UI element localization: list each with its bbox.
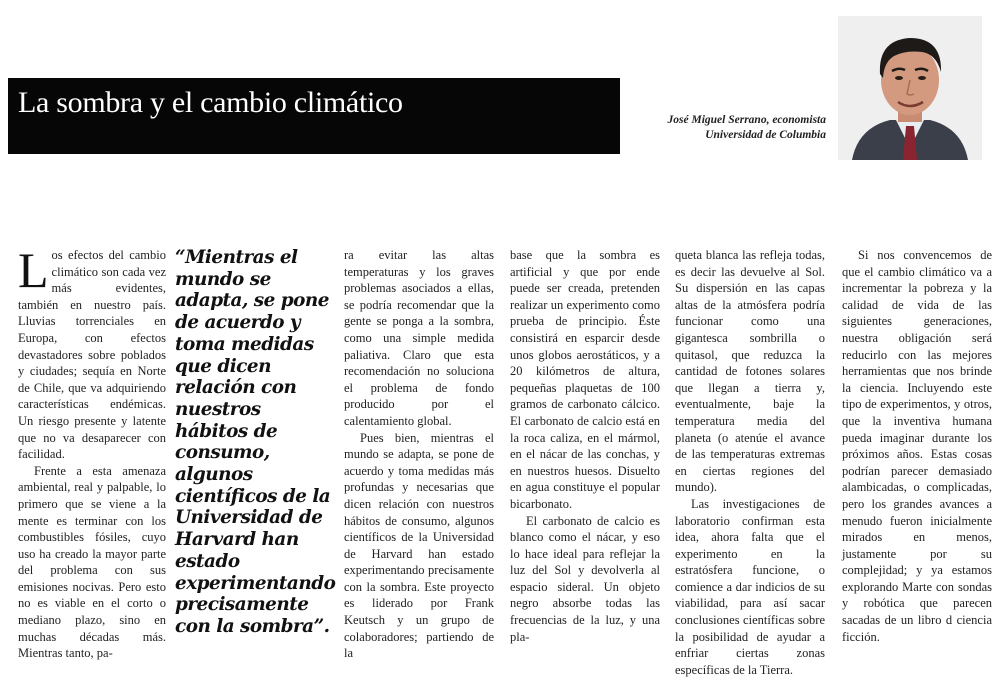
author-portrait-icon: [838, 16, 982, 160]
pull-quote: “Mientras el mundo se adapta, se pone de acuerdo y toma medidas que dicen relación con nuestros hábitos de consumo, algunos científicos de la Universidad de Harvard han estado experimentando precisamente con la sombra”.: [175, 247, 336, 637]
article-column-1: [18, 242, 166, 661]
paragraph: Las investigaciones de laboratorio confirman esta idea, ahora falta que el experimento en la estratósfera funcione, o comience a dar indicios de su viabilidad, para así sacar conclusiones científicas sobre la posibilidad de ayudar a enfriar ciertas zonas específicas de la Tierra.: [675, 496, 825, 677]
paragraph: ra evitar las altas temperaturas y los graves problemas asociados a ellas, se podría recomendar que la gente se ponga a la sombra, como una simple medida paliativa. Claro que esta recomendación no soluciona el problema de fondo producido por el calentamiento global.: [344, 248, 494, 428]
paragraph: queta blanca las refleja todas, es decir las devuelve al Sol. Su dispersión en las capas altas de la atmósfera podría funcionar como una gigantesca sombrilla o quitasol, que reduzca la cantidad de fotones solares que llegan a tierra y, eventualmente, baje la temperatura media del planeta (o atenúe el avance de las temperaturas extremas en ciertas regiones del mundo).: [675, 248, 825, 495]
article-column-4: [510, 247, 660, 644]
author-byline: [560, 113, 826, 143]
paragraph: Si nos convencemos de que el cambio climático va a incrementar la pobreza y la calidad de vida de las siguientes generaciones, nuestra obligación será reducirlo con las mejores herramientas que nos brinde la ciencia. Incluyendo este tipo de experimentos, y otros, que la inventiva humana pueda imaginar durante los próximos años. Estas cosas podrían parecer demasiado alambicadas, o complicadas, pero los grandes avances a menudo fueron inicialmente mirados en menos, justamente por su complejidad; y ya estamos explorando Marte con sondas y robótica que parecen sacadas de un libro d ciencia ficción.: [842, 248, 992, 644]
headline-banner: [8, 78, 620, 154]
paragraph: El carbonato de calcio es blanco como el nácar, y eso lo hace ideal para reflejar la luz del Sol y devolverla al espacio sideral. Un objeto negro absorbe todas las frecuencias de la luz, y una pla-: [510, 513, 660, 644]
article-title: La sombra y el cambio climático: [18, 86, 403, 119]
paragraph: Frente a esta amenaza ambiental, real y palpable, lo primero que se viene a la mente es terminar con los combustibles fósiles, cuyo uso ha creado la mayor parte del problema con sus emisiones nocivas. Pero esto no es viable en el corto o mediano plazo, sino en muchas décadas más. Mientras tanto, pa-: [18, 463, 166, 661]
drop-cap: L: [18, 242, 49, 298]
article-column-3: [344, 247, 494, 661]
author-name: José Miguel Serrano, economista: [667, 114, 826, 126]
paragraph: Pues bien, mientras el mundo se adapta, se pone de acuerdo y toma medidas más profundas y necesarias que dicen relación con nuestros hábitos de consumo, algunos científicos de la Universidad de Harvard han estado experimentando precisamente con la sombra. Este proyecto es liderado por Frank Keutsch y un grupo de colaboradores; partiendo de la: [344, 430, 494, 661]
article-column-5: [675, 247, 825, 677]
article-column-6: [842, 247, 992, 644]
paragraph: os efectos del cambio climático son cada vez más evidentes, también en nuestro país. Lluvias torrenciales en Europa, con efectos devastadores sobre poblados y ciudades; sequía en Norte de Chile, que va adquiriendo características endémicas. Un riesgo presente y latente que no va desaparecer con facilidad.: [18, 248, 166, 462]
author-affiliation: Universidad de Columbia: [705, 129, 826, 141]
paragraph: base que la sombra es artificial y que por ende puede ser creada, pretenden realizar un experimento como prueba de principio. Éste consistirá en esparcir desde unos globos aerostáticos, y a 20 kilómetros de altura, pequeñas plaquetas de 100 gramos de carbonato cálcico. El carbonato de calcio está en la roca caliza, en el mármol, en el nácar de las conchas, y en nuestros huesos. Disuelto en agua constituye el popular bicarbonato.: [510, 248, 660, 511]
